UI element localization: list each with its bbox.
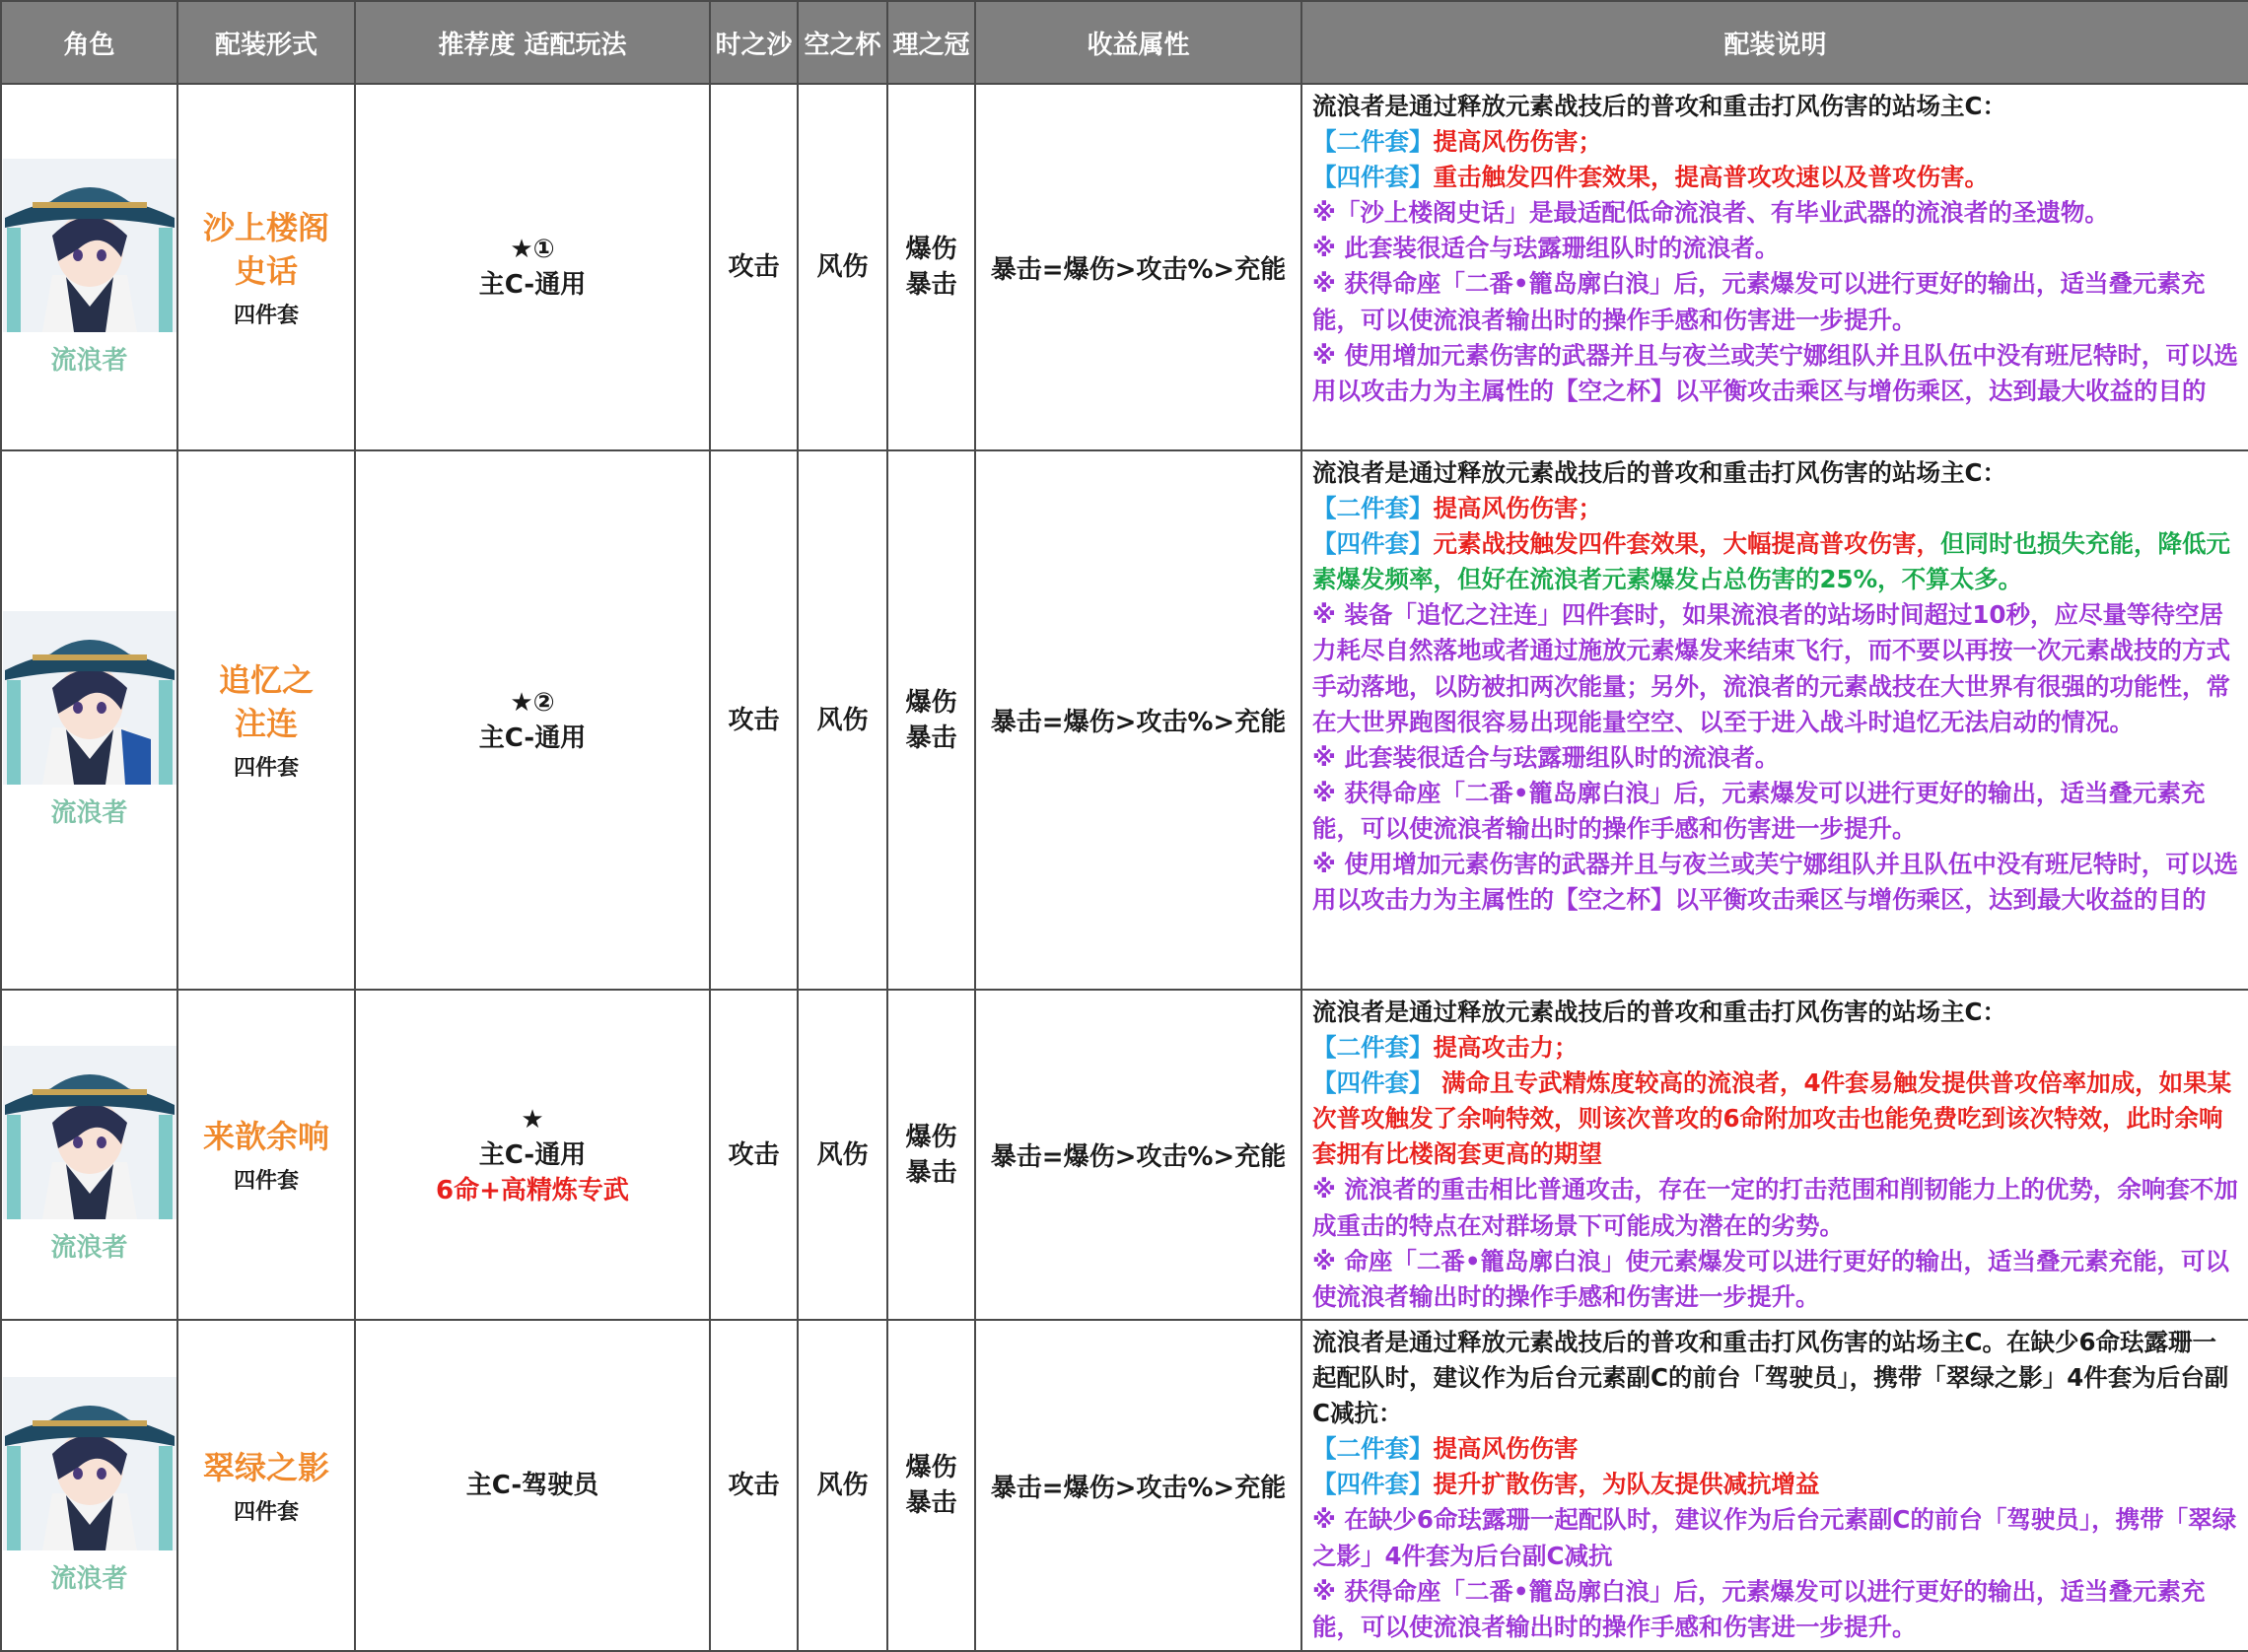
desc-note: ※ 在缺少6命珐露珊一起配队时，建议作为后台元素副C的前台「驾驶员」，携带「翠绿之影」4件套为后台副C减抗 <box>1312 1505 2237 1570</box>
set-type: 四件套 <box>233 1169 299 1194</box>
rating-stars: ★② <box>510 687 555 718</box>
circlet-line: 爆伤 <box>905 1122 957 1152</box>
description-cell <box>1301 450 2248 990</box>
rating-cell <box>355 990 710 1320</box>
role-label: 主C-驾驶员 <box>465 1471 599 1500</box>
four-piece-tag: 【四件套】 <box>1312 1470 1434 1499</box>
character-cell <box>1 450 177 990</box>
circlet-line: 暴击 <box>905 723 957 753</box>
priority-cell: 暴击=爆伤>攻击%>充能 <box>975 990 1301 1320</box>
desc-note: ※ 使用增加元素伤害的武器并且与夜兰或芙宁娜组队并且队伍中没有班尼特时，可以选用以攻击力为主属性的【空之杯】以平衡攻击乘区与增伤乘区，达到最大收益的目的 <box>1312 340 2238 405</box>
set-cell <box>177 1320 355 1651</box>
set-name <box>178 658 354 745</box>
role-label: 主C-通用 <box>478 1139 587 1170</box>
desc-two-piece <box>1312 124 2240 160</box>
header-set: 配装形式 <box>177 1 355 84</box>
sands-cell: 攻击 <box>710 84 798 450</box>
desc-four-piece <box>1312 526 2240 597</box>
role-label: 主C-通用 <box>478 723 587 753</box>
four-piece-extra: 但同时也损失充能，降低元素爆发频率，但好在流浪者元素爆发占总伤害的25%，不算太多。 <box>1312 529 2230 594</box>
header-priority: 收益属性 <box>975 1 1301 84</box>
set-cell <box>177 450 355 990</box>
set-name-line: 史话 <box>234 251 298 290</box>
header-row <box>1 1 2248 84</box>
desc-intro: 流浪者是通过释放元素战技后的普攻和重击打风伤害的站场主C： <box>1312 458 2006 487</box>
set-name <box>178 1446 354 1489</box>
rating-cell <box>355 1320 710 1651</box>
wanderer-avatar <box>3 1377 176 1550</box>
four-piece-tag: 【四件套】 <box>1312 1068 1434 1098</box>
desc-note: ※ 获得命座「二番•籠岛廓白浪」后，元素爆发可以进行更好的输出，适当叠元素充能，可以使流浪者输出时的操作手感和伤害进一步提升。 <box>1312 269 2206 334</box>
role-note: 6命+高精炼专武 <box>436 1175 629 1205</box>
set-cell <box>177 84 355 450</box>
wanderer-avatar <box>3 159 176 332</box>
role-label: 主C-通用 <box>478 270 587 300</box>
header-description: 配装说明 <box>1301 1 2248 84</box>
two-piece-text: 提高攻击力； <box>1433 1033 1579 1063</box>
two-piece-tag: 【二件套】 <box>1312 127 1434 157</box>
desc-note: ※ 命座「二番•籠岛廓白浪」使元素爆发可以进行更好的输出，适当叠元素充能，可以使流浪者输出时的操作手感和伤害进一步提升。 <box>1312 1246 2230 1311</box>
desc-note: ※「沙上楼阁史话」是最适配低命流浪者、有毕业武器的流浪者的圣遗物。 <box>1312 198 2109 228</box>
table-row <box>1 84 2248 450</box>
circlet-line: 爆伤 <box>905 1453 957 1482</box>
wanderer-avatar <box>3 611 176 785</box>
desc-intro: 流浪者是通过释放元素战技后的普攻和重击打风伤害的站场主C。在缺少6命珐露珊一起配队时，建议作为后台元素副C的前台「驾驶员」，携带「翠绿之影」4件套为后台副C减抗： <box>1312 1328 2229 1428</box>
priority-cell: 暴击=爆伤>攻击%>充能 <box>975 84 1301 450</box>
sands-cell: 攻击 <box>710 1320 798 1651</box>
wanderer-portrait-icon <box>3 611 176 785</box>
two-piece-tag: 【二件套】 <box>1312 494 1434 523</box>
goblet-cell: 风伤 <box>798 84 887 450</box>
desc-note: ※ 使用增加元素伤害的武器并且与夜兰或芙宁娜组队并且队伍中没有班尼特时，可以选用以攻击力为主属性的【空之杯】以平衡攻击乘区与增伤乘区，达到最大收益的目的 <box>1312 850 2238 915</box>
goblet-cell: 风伤 <box>798 450 887 990</box>
set-cell <box>177 990 355 1320</box>
set-type: 四件套 <box>233 1499 299 1525</box>
set-name-line: 来歆余响 <box>202 1118 329 1155</box>
desc-note: ※ 获得命座「二番•籠岛廓白浪」后，元素爆发可以进行更好的输出，适当叠元素充能，可以使流浪者输出时的操作手感和伤害进一步提升。 <box>1312 1576 2206 1641</box>
goblet-cell: 风伤 <box>798 1320 887 1651</box>
rating-cell <box>355 450 710 990</box>
character-name: 流浪者 <box>50 1563 128 1594</box>
set-type: 四件套 <box>233 303 299 328</box>
two-piece-tag: 【二件套】 <box>1312 1033 1434 1063</box>
table-row <box>1 450 2248 990</box>
desc-note: ※ 装备「追忆之注连」四件套时，如果流浪者的站场时间超过10秒，应尽量等待空居力耗尽自然落地或者通过施放元素爆发来结束飞行，而不要以再按一次元素战技的方式手动落地，以防被扣两次能量；另外，流浪者的元素战技在大世界有很强的功能性，常在大世界跑图很容易出现能量空空、以至于进入战斗时追忆无法启动的情况。 <box>1312 600 2230 736</box>
rating-stars: ★① <box>510 235 555 264</box>
wanderer-portrait-icon <box>3 1046 176 1219</box>
circlet-cell <box>887 84 975 450</box>
wanderer-portrait-icon <box>3 159 176 332</box>
set-name-line: 追忆之 <box>218 661 314 699</box>
set-type: 四件套 <box>233 756 299 781</box>
header-circlet: 理之冠 <box>887 1 975 84</box>
header-rating: 推荐度 适配玩法 <box>355 1 710 84</box>
four-piece-tag: 【四件套】 <box>1312 163 1434 192</box>
set-name-line: 沙上楼阁 <box>202 208 329 246</box>
desc-two-piece <box>1312 1030 2240 1066</box>
desc-intro: 流浪者是通过释放元素战技后的普攻和重击打风伤害的站场主C： <box>1312 92 2006 120</box>
set-name-line: 翠绿之影 <box>202 1448 329 1486</box>
character-cell <box>1 1320 177 1651</box>
goblet-cell: 风伤 <box>798 990 887 1320</box>
description-cell <box>1301 990 2248 1320</box>
four-piece-text: 满命且专武精炼度较高的流浪者，4件套易触发提供普攻倍率加成，如果某次普攻触发了余响特效，则该次普攻的6命附加攻击也能免费吃到该次特效，此时余响套拥有比楼阁套更高的期望 <box>1312 1068 2232 1169</box>
circlet-cell <box>887 450 975 990</box>
table-row <box>1 1320 2248 1651</box>
header-goblet: 空之杯 <box>798 1 887 84</box>
set-name-line: 注连 <box>234 705 298 742</box>
four-piece-tag: 【四件套】 <box>1312 529 1434 559</box>
rating-stars: ★ <box>521 1104 544 1135</box>
circlet-cell <box>887 1320 975 1651</box>
desc-four-piece <box>1312 1467 2240 1502</box>
circlet-line: 暴击 <box>905 1488 957 1518</box>
circlet-cell <box>887 990 975 1320</box>
desc-note: ※ 此套装很适合与珐露珊组队时的流浪者。 <box>1312 742 1780 772</box>
desc-note: ※ 此套装很适合与珐露珊组队时的流浪者。 <box>1312 234 1780 263</box>
four-piece-text: 重击触发四件套效果，提高普攻攻速以及普攻伤害。 <box>1433 163 1989 192</box>
sands-cell: 攻击 <box>710 450 798 990</box>
desc-two-piece <box>1312 491 2240 526</box>
sands-cell: 攻击 <box>710 990 798 1320</box>
priority-cell: 暴击=爆伤>攻击%>充能 <box>975 1320 1301 1651</box>
two-piece-tag: 【二件套】 <box>1312 1434 1434 1464</box>
wanderer-portrait-icon <box>3 1377 176 1550</box>
desc-four-piece <box>1312 1066 2240 1172</box>
desc-intro: 流浪者是通过释放元素战技后的普攻和重击打风伤害的站场主C： <box>1312 998 2006 1026</box>
two-piece-text: 提高风伤伤害； <box>1433 494 1602 523</box>
header-character: 角色 <box>1 1 177 84</box>
description-cell <box>1301 1320 2248 1651</box>
desc-two-piece <box>1312 1431 2240 1467</box>
circlet-line: 爆伤 <box>905 687 957 718</box>
circlet-line: 爆伤 <box>905 235 957 264</box>
circlet-line: 暴击 <box>905 1157 957 1188</box>
character-name: 流浪者 <box>50 1233 128 1263</box>
circlet-line: 暴击 <box>905 270 957 300</box>
character-cell <box>1 84 177 450</box>
four-piece-text: 元素战技触发四件套效果，大幅提高普攻伤害， <box>1433 529 1940 559</box>
character-name: 流浪者 <box>50 798 128 828</box>
rating-cell <box>355 84 710 450</box>
set-name <box>178 206 354 293</box>
two-piece-text: 提高风伤伤害； <box>1433 127 1602 157</box>
header-sands: 时之沙 <box>710 1 798 84</box>
table-row <box>1 990 2248 1320</box>
priority-cell: 暴击=爆伤>攻击%>充能 <box>975 450 1301 990</box>
four-piece-text: 提升扩散伤害，为队友提供减抗增益 <box>1433 1470 1820 1499</box>
two-piece-text: 提高风伤伤害 <box>1433 1434 1579 1464</box>
character-cell <box>1 990 177 1320</box>
desc-four-piece <box>1312 160 2240 195</box>
desc-note: ※ 流浪者的重击相比普通攻击，存在一定的打击范围和削韧能力上的优势，余响套不加成重击的特点在对群场景下可能成为潜在的劣势。 <box>1312 1175 2238 1240</box>
set-name <box>178 1115 354 1158</box>
wanderer-avatar <box>3 1046 176 1219</box>
character-name: 流浪者 <box>50 345 128 376</box>
description-cell <box>1301 84 2248 450</box>
desc-note: ※ 获得命座「二番•籠岛廓白浪」后，元素爆发可以进行更好的输出，适当叠元素充能，可以使流浪者输出时的操作手感和伤害进一步提升。 <box>1312 778 2206 843</box>
